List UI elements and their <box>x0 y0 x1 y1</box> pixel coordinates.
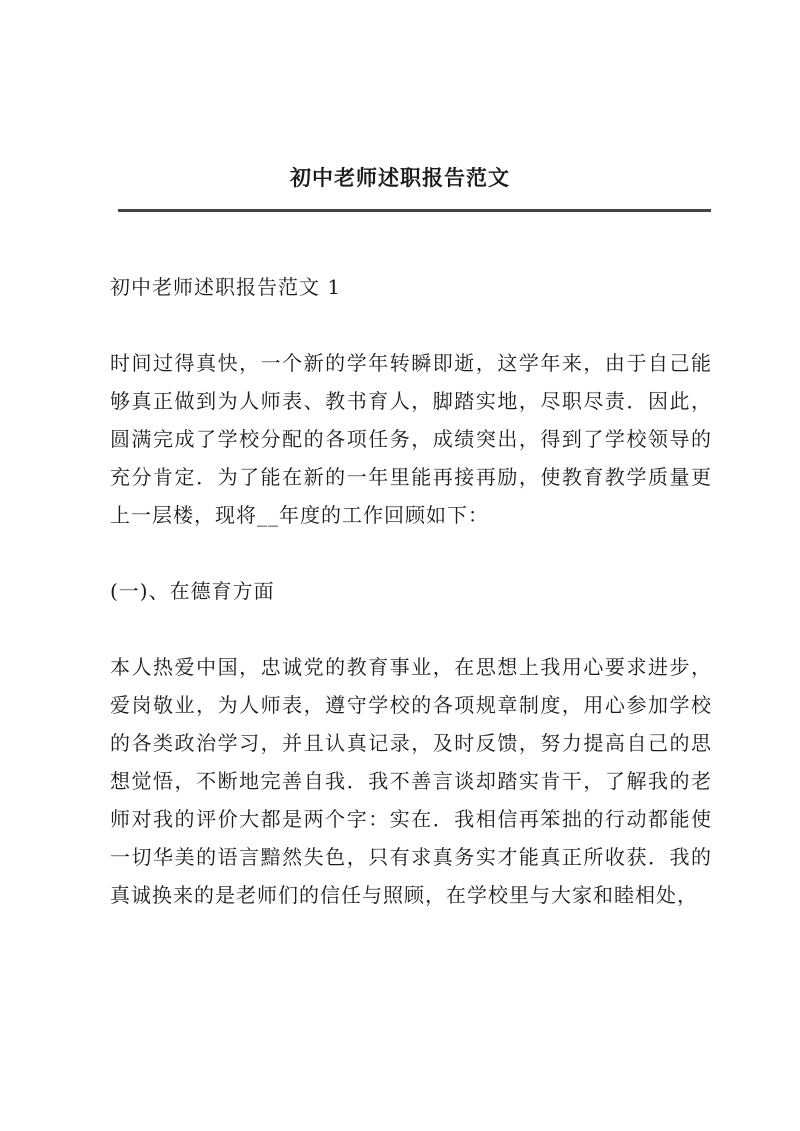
document-body <box>110 268 712 952</box>
title-divider <box>118 209 711 212</box>
document-title: 初中老师述职报告范文 <box>290 165 510 190</box>
paragraph-intro: 时间过得真快，一个新的学年转瞬即逝，这学年来，由于自己能够真正做到为人师表、教书育人，脚踏实地，尽职尽责．因此，圆满完成了学校分配的各项任务，成绩突出，得到了学校领导的充分肯定．为了能在新的一年里能再接再励，使教育教学质量更上一层楼，现将__年度的工作回顾如下： <box>110 351 712 527</box>
section-heading-moral-education: (一)、在德育方面 <box>110 579 275 603</box>
paragraph-moral-education: 本人热爱中国，忠诚党的教育事业，在思想上我用心要求进步，爱岗敬业，为人师表，遵守学校的各项规章制度，用心参加学校的各类政治学习，并且认真记录，及时反馈，努力提高自己的思想觉悟，不断地完善自我．我不善言谈却踏实肯干，了解我的老师对我的评价大都是两个字：实在．我相信再笨拙的行动都能使一切华美的语言黯然失色，只有求真务实才能真正所收获．我的真诚换来的是老师们的信任与照顾，在学校里与大家和睦相处， <box>110 655 712 907</box>
document-subtitle: 初中老师述职报告范文 1 <box>110 275 342 299</box>
